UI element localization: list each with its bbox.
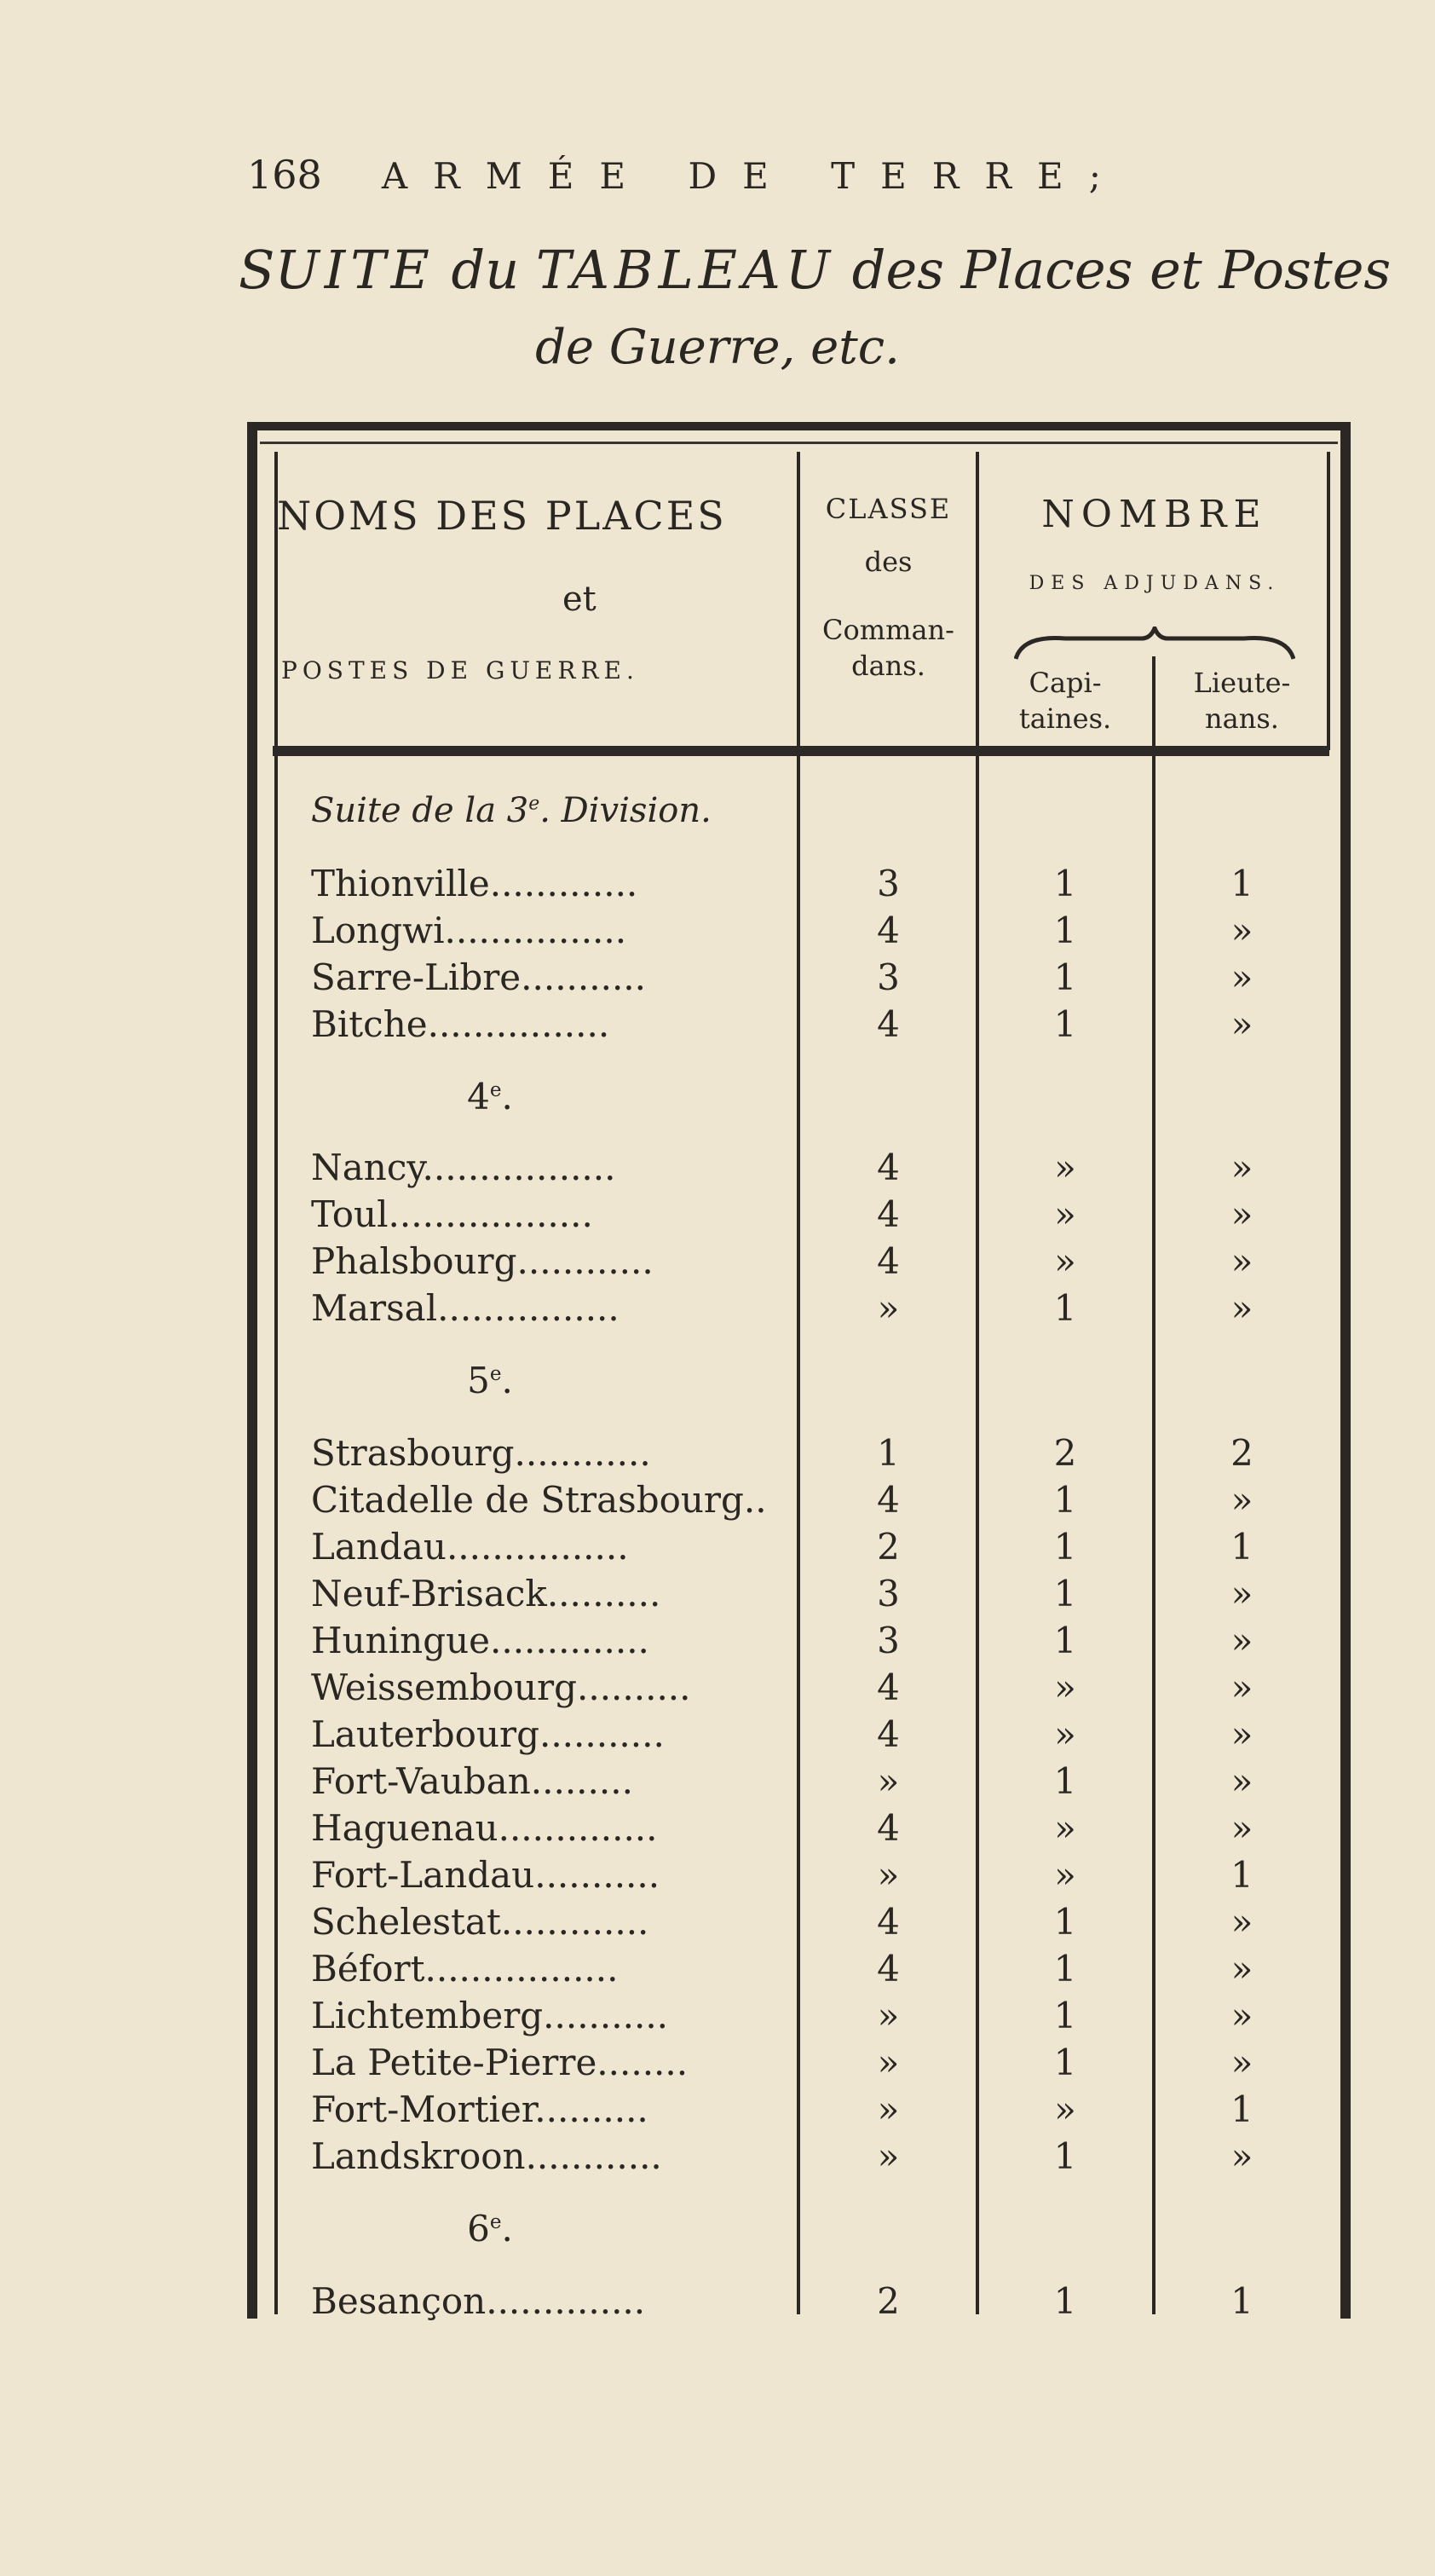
classe-cell: 4 <box>877 1807 900 1849</box>
table-row <box>311 1287 1334 1335</box>
place-name: Thionville............. <box>311 863 638 904</box>
lieutenants-cell: » <box>1230 1146 1253 1188</box>
place-name: Sarre-Libre........... <box>311 956 647 998</box>
lieutenants-cell: » <box>1230 1287 1253 1329</box>
table-row <box>311 1193 1334 1241</box>
table-row <box>311 1003 1334 1051</box>
capitaines-cell: 1 <box>1053 863 1077 904</box>
capitaines-cell: 1 <box>1053 1003 1077 1045</box>
place-name: Besançon.............. <box>311 2280 646 2322</box>
place-name: Strasbourg............ <box>311 1432 651 1474</box>
capitaines-cell: » <box>1054 2088 1076 2130</box>
page-number: 168 <box>247 152 322 198</box>
lieutenants-cell: » <box>1230 1479 1253 1521</box>
lieutenants-cell: » <box>1230 1620 1253 1661</box>
classe-cell: » <box>877 2135 900 2177</box>
classe-cell: » <box>877 1760 900 1802</box>
table-row <box>311 1479 1334 1527</box>
lieutenants-cell: » <box>1230 1193 1253 1235</box>
lieutenants-cell: 1 <box>1230 863 1253 904</box>
classe-cell: 2 <box>877 2280 900 2322</box>
place-name: Béfort................. <box>311 1948 619 1990</box>
capitaines-cell: 1 <box>1053 1287 1077 1329</box>
table-row <box>311 1854 1334 1902</box>
place-name: Longwi................ <box>311 910 627 951</box>
table-row <box>311 1995 1334 2042</box>
classe-cell: » <box>877 1995 900 2036</box>
lieutenants-cell: » <box>1230 1760 1253 1802</box>
place-name: Toul.................. <box>311 1193 593 1235</box>
capitaines-cell: » <box>1054 1807 1076 1849</box>
place-name: Haguenau.............. <box>311 1807 658 1849</box>
classe-cell: 3 <box>877 956 900 998</box>
table-row <box>311 1713 1334 1761</box>
header-postes: POSTES DE GUERRE. <box>281 656 639 684</box>
classe-cell: 4 <box>877 1713 900 1755</box>
table-row <box>311 1573 1334 1620</box>
header-classe: CLASSE <box>825 493 952 525</box>
subheading-division: Suite de la 3e. Division. <box>311 791 712 830</box>
header-commandans: Comman- dans. <box>822 614 954 682</box>
classe-cell: 2 <box>877 1526 900 1568</box>
table-row <box>311 1807 1334 1855</box>
lieutenants-cell: » <box>1230 1901 1253 1943</box>
table-row <box>311 910 1334 957</box>
table-row <box>311 2042 1334 2089</box>
lieutenants-cell: 1 <box>1230 2280 1253 2322</box>
classe-cell: » <box>877 1287 900 1329</box>
table-row <box>311 1240 1334 1288</box>
table-row <box>311 863 1334 910</box>
lieutenants-cell: » <box>1230 1713 1253 1755</box>
lieutenants-cell: » <box>1230 1948 1253 1990</box>
lieutenants-cell: » <box>1230 956 1253 998</box>
lieutenants-cell: 1 <box>1230 2088 1253 2130</box>
classe-cell: 3 <box>877 863 900 904</box>
capitaines-cell: 2 <box>1053 1432 1077 1474</box>
capitaines-cell: 1 <box>1053 1995 1077 2036</box>
capitaines-cell: » <box>1054 1854 1076 1896</box>
classe-cell: 1 <box>877 1432 900 1474</box>
running-header <box>247 152 1287 211</box>
capitaines-cell: 1 <box>1053 2280 1077 2322</box>
table-row <box>311 2280 1334 2328</box>
place-name: Lichtemberg........... <box>311 1995 669 2036</box>
capitaines-cell: » <box>1054 1146 1076 1188</box>
table-row <box>311 1432 1334 1480</box>
table-row <box>311 1620 1334 1667</box>
place-name: Marsal................ <box>311 1287 620 1329</box>
table-row <box>311 1526 1334 1574</box>
place-name: Nancy................. <box>311 1146 616 1188</box>
header-des: des <box>864 546 913 578</box>
classe-cell: 3 <box>877 1620 900 1661</box>
table-row <box>311 2135 1334 2183</box>
place-name: Neuf-Brisack.......... <box>311 1573 661 1614</box>
capitaines-cell: 1 <box>1053 2135 1077 2177</box>
place-name: Phalsbourg............ <box>311 1240 654 1282</box>
capitaines-cell: 1 <box>1053 1948 1077 1990</box>
capitaines-cell: » <box>1054 1240 1076 1282</box>
lieutenants-cell: » <box>1230 1666 1253 1708</box>
table-title-line1: SUITE du TABLEAU des Places et Postes <box>239 239 1392 301</box>
place-name: La Petite-Pierre........ <box>311 2042 689 2083</box>
header-noms: NOMS DES PLACES <box>277 493 727 539</box>
lieutenants-cell: » <box>1230 2042 1253 2083</box>
table-row <box>311 956 1334 1004</box>
place-name: Weissembourg.......... <box>311 1666 691 1708</box>
capitaines-cell: 1 <box>1053 2042 1077 2083</box>
header-divider <box>273 746 1329 756</box>
place-name: Citadelle de Strasbourg.. <box>311 1479 767 1521</box>
lieutenants-cell: 1 <box>1230 1854 1253 1896</box>
classe-cell: » <box>877 1854 900 1896</box>
table-row <box>311 1948 1334 1996</box>
capitaines-cell: 1 <box>1053 1620 1077 1661</box>
table-row <box>311 1146 1334 1194</box>
classe-cell: 4 <box>877 1003 900 1045</box>
lieutenants-cell: » <box>1230 1995 1253 2036</box>
place-name: Fort-Landau........... <box>311 1854 660 1896</box>
classe-cell: 4 <box>877 1479 900 1521</box>
header-capitaines: Capi- taines. <box>1018 667 1112 735</box>
classe-cell: 4 <box>877 1240 900 1282</box>
lieutenants-cell: » <box>1230 2135 1253 2177</box>
lieutenants-cell: 1 <box>1230 1526 1253 1568</box>
brace-icon <box>1014 627 1295 661</box>
division-heading: 5e. <box>467 1360 513 1401</box>
lieutenants-cell: » <box>1230 1807 1253 1849</box>
place-name: Landskroon............ <box>311 2135 662 2177</box>
lieutenants-cell: » <box>1230 1240 1253 1282</box>
lieutenants-cell: » <box>1230 1573 1253 1614</box>
place-name: Bitche................ <box>311 1003 610 1045</box>
table-row <box>311 2088 1334 2136</box>
capitaines-cell: 1 <box>1053 1526 1077 1568</box>
division-heading: 6e. <box>467 2208 513 2250</box>
classe-cell: 4 <box>877 1666 900 1708</box>
place-name: Lauterbourg........... <box>311 1713 665 1755</box>
classe-cell: » <box>877 2042 900 2083</box>
capitaines-cell: 1 <box>1053 1901 1077 1943</box>
division-heading: 4e. <box>467 1076 513 1118</box>
capitaines-cell: 1 <box>1053 1760 1077 1802</box>
classe-cell: 4 <box>877 1948 900 1990</box>
table-row <box>311 1666 1334 1714</box>
table-row <box>311 1760 1334 1808</box>
table-title-line2: de Guerre, etc. <box>535 320 900 375</box>
lieutenants-cell: 2 <box>1230 1432 1253 1474</box>
header-et: et <box>562 580 596 619</box>
capitaines-cell: » <box>1054 1713 1076 1755</box>
classe-cell: 3 <box>877 1573 900 1614</box>
header-lieutenants: Lieute- nans. <box>1193 667 1291 735</box>
classe-cell: » <box>877 2088 900 2130</box>
capitaines-cell: » <box>1054 1193 1076 1235</box>
lieutenants-cell: » <box>1230 1003 1253 1045</box>
classe-cell: 4 <box>877 910 900 951</box>
capitaines-cell: 1 <box>1053 910 1077 951</box>
classe-cell: 4 <box>877 1193 900 1235</box>
capitaines-cell: 1 <box>1053 956 1077 998</box>
place-name: Fort-Vauban......... <box>311 1760 633 1802</box>
running-title: ARMÉE DE TERRE; <box>381 155 1127 197</box>
classe-cell: 4 <box>877 1146 900 1188</box>
place-name: Fort-Mortier.......... <box>311 2088 648 2130</box>
place-name: Schelestat............. <box>311 1901 649 1943</box>
table-top-rule <box>260 442 1338 444</box>
place-name: Huningue.............. <box>311 1620 649 1661</box>
capitaines-cell: » <box>1054 1666 1076 1708</box>
classe-cell: 4 <box>877 1901 900 1943</box>
table-row <box>311 1901 1334 1949</box>
capitaines-cell: 1 <box>1053 1573 1077 1614</box>
header-nombre: NOMBRE <box>1041 493 1268 536</box>
lieutenants-cell: » <box>1230 910 1253 951</box>
header-adjudans: DES ADJUDANS. <box>1029 573 1281 594</box>
place-name: Landau................ <box>311 1526 629 1568</box>
capitaines-cell: 1 <box>1053 1479 1077 1521</box>
